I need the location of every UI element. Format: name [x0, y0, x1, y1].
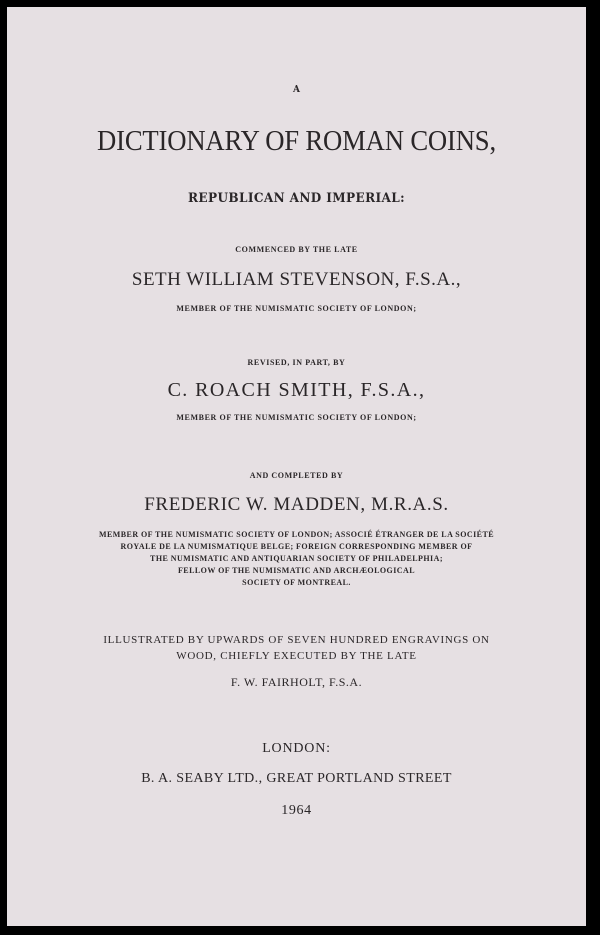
author-madden: FREDERIC W. MADDEN, M.R.A.S.: [144, 494, 449, 515]
madden-desc-line: ROYALE DE LA NUMISMATIQUE BELGE; FOREIGN CORRESPONDING MEMBER OF: [120, 542, 473, 551]
revised-by-line: REVISED, IN PART, BY: [247, 358, 346, 367]
completed-by-line: AND COMPLETED BY: [249, 471, 344, 480]
commenced-by-line: COMMENCED BY THE LATE: [235, 245, 358, 254]
title-page: [7, 7, 586, 926]
publisher-line: B. A. SEABY LTD., GREAT PORTLAND STREET: [141, 771, 452, 786]
madden-desc-line: FELLOW OF THE NUMISMATIC AND ARCHÆOLOGICAL: [177, 566, 416, 575]
book-subtitle: REPUBLICAN AND IMPERIAL:: [188, 191, 405, 206]
article-word: A: [293, 85, 300, 95]
author-roach-smith-membership: MEMBER OF THE NUMISMATIC SOCIETY OF LONDON;: [176, 413, 417, 422]
author-stevenson-membership: MEMBER OF THE NUMISMATIC SOCIETY OF LONDON;: [176, 304, 417, 313]
publication-year: 1964: [281, 803, 312, 818]
madden-desc-line: MEMBER OF THE NUMISMATIC SOCIETY OF LONDON; ASSOCIÉ ÉTRANGER DE LA SOCIÉTÉ: [98, 530, 495, 539]
madden-desc-line: THE NUMISMATIC AND ANTIQUARIAN SOCIETY OF PHILADELPHIA;: [150, 554, 443, 563]
author-roach-smith: C. ROACH SMITH, F.S.A.,: [167, 379, 426, 401]
engraver-name: F. W. FAIRHOLT, F.S.A.: [230, 675, 363, 689]
illustration-note: [7, 632, 586, 664]
book-title: DICTIONARY OF ROMAN COINS,: [97, 125, 496, 157]
illustration-note-line: WOOD, CHIEFLY EXECUTED BY THE LATE: [176, 650, 417, 662]
author-madden-description: [7, 529, 586, 589]
illustration-note-line: ILLUSTRATED BY UPWARDS OF SEVEN HUNDRED ENGRAVINGS ON: [103, 634, 490, 646]
madden-desc-line: SOCIETY OF MONTREAL.: [242, 578, 351, 587]
publication-place: LONDON:: [262, 741, 331, 756]
author-stevenson: SETH WILLIAM STEVENSON, F.S.A.,: [131, 269, 462, 290]
